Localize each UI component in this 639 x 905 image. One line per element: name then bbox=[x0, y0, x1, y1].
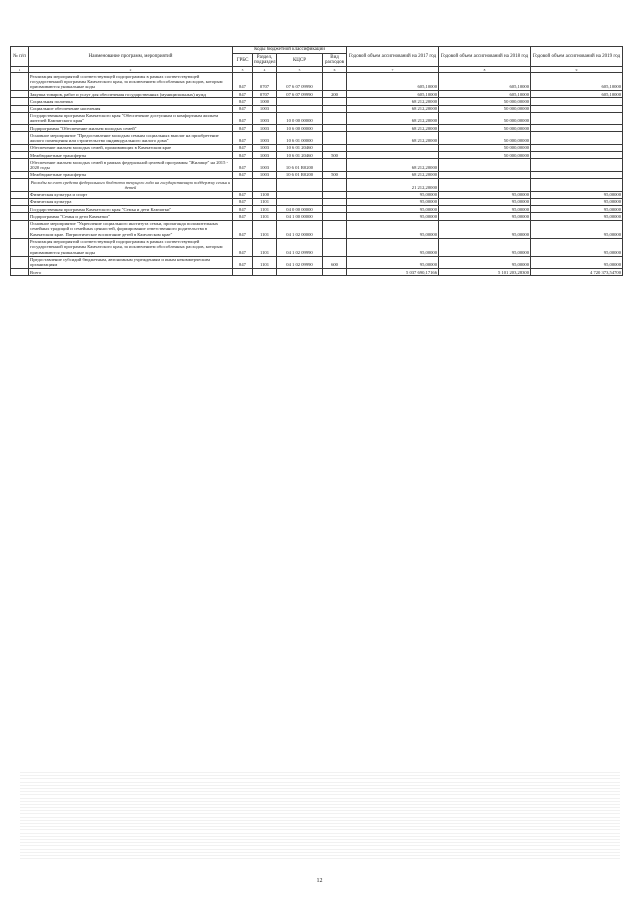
row-year-2019 bbox=[531, 159, 623, 172]
budget-table bbox=[10, 46, 623, 276]
table-row bbox=[11, 73, 623, 91]
row-kcsr: 10 6 01 20460 bbox=[277, 152, 323, 159]
header-razdel: Раздел, подраздел bbox=[254, 54, 276, 66]
row-grbs bbox=[233, 179, 253, 192]
row-grbs: 847 bbox=[233, 91, 253, 98]
row-year-2019: 95,00000 bbox=[531, 256, 623, 269]
row-grbs: 847 bbox=[233, 132, 253, 145]
total-num bbox=[11, 269, 29, 276]
row-razdel: 1003 bbox=[253, 145, 277, 152]
row-name: Основное мероприятие "Укрепление социального института семьи, пропаганда положительных семейных традиций и семейных ценностей, формирование ответственного родительства в Камчатском крае. Патриотическое воспитание детей в Камчатском крае" bbox=[29, 220, 233, 238]
row-name: Государственная программа Камчатского края "Семья и дети Камчатки" bbox=[29, 206, 233, 213]
row-year-2018 bbox=[439, 159, 531, 172]
total-row bbox=[11, 269, 623, 276]
row-grbs: 847 bbox=[233, 256, 253, 269]
row-year-2019: 605,10000 bbox=[531, 73, 623, 91]
row-name: Расходы за счет средств федерального бюджета текущего года на государственную поддержку семьи и детей bbox=[29, 179, 233, 192]
row-razdel: 0707 bbox=[253, 91, 277, 98]
row-year-2019: 605,10000 bbox=[531, 91, 623, 98]
column-index: 7 bbox=[347, 67, 439, 73]
column-index: 9 bbox=[531, 67, 623, 73]
row-name: Социальная политика bbox=[29, 98, 233, 105]
row-year-2017: 95,00000 bbox=[347, 220, 439, 238]
row-year-2018: 605,10000 bbox=[439, 91, 531, 98]
row-year-2017: 95,00000 bbox=[347, 238, 439, 256]
row-year-2018: 95,00000 bbox=[439, 238, 531, 256]
row-year-2019 bbox=[531, 179, 623, 192]
row-kcsr: 10 6 00 00000 bbox=[277, 125, 323, 132]
table-row bbox=[11, 98, 623, 105]
row-year-2018: 50 000,00000 bbox=[439, 145, 531, 152]
row-vid bbox=[323, 206, 347, 213]
row-year-2017: 68 212,20000 bbox=[347, 172, 439, 179]
row-year-2017: 68 212,20000 bbox=[347, 159, 439, 172]
column-index: 4 bbox=[253, 67, 277, 73]
header-codes-group: Коды бюджетной классификации bbox=[233, 47, 347, 54]
row-year-2018: 605,10000 bbox=[439, 73, 531, 91]
row-kcsr: 10 6 01 R0200 bbox=[277, 159, 323, 172]
row-year-2019 bbox=[531, 132, 623, 145]
row-vid bbox=[323, 238, 347, 256]
row-grbs: 847 bbox=[233, 199, 253, 206]
table-row bbox=[11, 213, 623, 220]
row-razdel: 1101 bbox=[253, 213, 277, 220]
row-vid bbox=[323, 112, 347, 125]
row-kcsr bbox=[277, 105, 323, 112]
table-row bbox=[11, 199, 623, 206]
row-vid bbox=[323, 179, 347, 192]
row-kcsr bbox=[277, 179, 323, 192]
row-vid bbox=[323, 159, 347, 172]
row-grbs: 847 bbox=[233, 206, 253, 213]
row-grbs: 847 bbox=[233, 105, 253, 112]
row-name: Физическая культура bbox=[29, 199, 233, 206]
row-num bbox=[11, 206, 29, 213]
row-kcsr: 04 1 02 09990 bbox=[277, 238, 323, 256]
row-year-2019 bbox=[531, 105, 623, 112]
row-razdel: 1101 bbox=[253, 199, 277, 206]
row-year-2018: 50 000,00000 bbox=[439, 105, 531, 112]
table-row bbox=[11, 132, 623, 145]
row-year-2019: 95,00000 bbox=[531, 220, 623, 238]
row-kcsr: 04 1 02 09990 bbox=[277, 256, 323, 269]
row-vid bbox=[323, 191, 347, 198]
row-year-2019 bbox=[531, 98, 623, 105]
row-name: Физическая культура и спорт bbox=[29, 191, 233, 198]
column-index: 1 bbox=[11, 67, 29, 73]
table-row bbox=[11, 191, 623, 198]
row-num bbox=[11, 220, 29, 238]
row-name: Социальное обеспечение населения bbox=[29, 105, 233, 112]
header-grbs: ГРБС bbox=[233, 54, 253, 67]
row-razdel: 1003 bbox=[253, 125, 277, 132]
row-vid: 500 bbox=[323, 172, 347, 179]
row-name: Предоставление субсидий бюджетным, автономным учреждениям и иным некоммерческим организациям bbox=[29, 256, 233, 269]
column-index: 8 bbox=[439, 67, 531, 73]
row-year-2018 bbox=[439, 172, 531, 179]
table-header-row bbox=[11, 47, 623, 54]
row-vid bbox=[323, 220, 347, 238]
header-year-2019: Годовой объем ассигнований на 2019 год bbox=[531, 47, 623, 67]
total-vid bbox=[323, 269, 347, 276]
row-num bbox=[11, 213, 29, 220]
row-grbs: 847 bbox=[233, 125, 253, 132]
table-row bbox=[11, 125, 623, 132]
row-year-2018: 95,00000 bbox=[439, 213, 531, 220]
row-razdel bbox=[253, 179, 277, 192]
column-index: 5 bbox=[277, 67, 323, 73]
table-row bbox=[11, 159, 623, 172]
row-year-2018: 50 000,00000 bbox=[439, 152, 531, 159]
row-year-2017: 68 212,20000 bbox=[347, 132, 439, 145]
row-year-2017: 95,00000 bbox=[347, 213, 439, 220]
table-row bbox=[11, 179, 623, 192]
row-year-2019 bbox=[531, 152, 623, 159]
row-num bbox=[11, 179, 29, 192]
row-year-2018 bbox=[439, 179, 531, 192]
row-razdel: 1101 bbox=[253, 256, 277, 269]
row-kcsr: 10 6 01 R0200 bbox=[277, 172, 323, 179]
row-grbs: 847 bbox=[233, 238, 253, 256]
row-razdel: 0707 bbox=[253, 73, 277, 91]
row-year-2019: 95,00000 bbox=[531, 213, 623, 220]
row-grbs: 847 bbox=[233, 73, 253, 91]
table-row bbox=[11, 112, 623, 125]
row-kcsr: 10 6 01 00000 bbox=[277, 132, 323, 145]
row-kcsr bbox=[277, 191, 323, 198]
row-grbs: 847 bbox=[233, 220, 253, 238]
row-year-2019 bbox=[531, 145, 623, 152]
row-year-2019 bbox=[531, 125, 623, 132]
row-grbs: 847 bbox=[233, 98, 253, 105]
row-razdel: 1003 bbox=[253, 132, 277, 145]
row-razdel: 1003 bbox=[253, 105, 277, 112]
row-name: Обеспечение жильем молодых семей в рамках федеральной целевой программы "Жилище" на 2015 - 2020 годы bbox=[29, 159, 233, 172]
row-name: Основное мероприятие "Предоставление молодым семьям социальных выплат на приобретение жилого помещения или строительство индивидуального жилого дома" bbox=[29, 132, 233, 145]
row-name: Межбюджетные трансферты bbox=[29, 172, 233, 179]
row-year-2018: 50 000,00000 bbox=[439, 132, 531, 145]
column-index: 3 bbox=[233, 67, 253, 73]
row-vid bbox=[323, 132, 347, 145]
total-grbs bbox=[233, 269, 253, 276]
page-number: 12 bbox=[316, 878, 323, 884]
row-kcsr bbox=[277, 199, 323, 206]
row-grbs: 847 bbox=[233, 159, 253, 172]
row-year-2017: 68 212,20000 bbox=[347, 98, 439, 105]
row-year-2017 bbox=[347, 145, 439, 152]
row-year-2019: 95,00000 bbox=[531, 199, 623, 206]
row-year-2017: 68 212,20000 bbox=[347, 105, 439, 112]
table-row bbox=[11, 152, 623, 159]
row-num bbox=[11, 125, 29, 132]
row-num bbox=[11, 199, 29, 206]
row-vid bbox=[323, 199, 347, 206]
header-num: № п/п bbox=[11, 47, 29, 67]
row-kcsr: 04 1 02 00000 bbox=[277, 220, 323, 238]
row-grbs: 847 bbox=[233, 172, 253, 179]
row-year-2019: 95,00000 bbox=[531, 238, 623, 256]
total-label: Всего bbox=[29, 269, 233, 276]
header-year-2017: Годовой объем ассигнований на 2017 год bbox=[347, 47, 439, 67]
row-grbs: 847 bbox=[233, 191, 253, 198]
row-grbs: 847 bbox=[233, 145, 253, 152]
row-year-2017: 605,10000 bbox=[347, 91, 439, 98]
row-vid bbox=[323, 105, 347, 112]
row-year-2017: 68 212,20000 bbox=[347, 125, 439, 132]
row-razdel: 1003 bbox=[253, 152, 277, 159]
row-num bbox=[11, 112, 29, 125]
row-kcsr: 10 0 00 00000 bbox=[277, 112, 323, 125]
table-row bbox=[11, 256, 623, 269]
table-row bbox=[11, 220, 623, 238]
row-num bbox=[11, 145, 29, 152]
row-num bbox=[11, 132, 29, 145]
row-name: Обеспечение жильем молодых семей, проживающих в Камчатском крае bbox=[29, 145, 233, 152]
row-razdel: 1003 bbox=[253, 159, 277, 172]
total-year-2018: 5 101 203,28300 bbox=[439, 269, 531, 276]
table-row bbox=[11, 206, 623, 213]
row-num bbox=[11, 73, 29, 91]
row-year-2018: 95,00000 bbox=[439, 256, 531, 269]
row-num bbox=[11, 105, 29, 112]
row-name: Реализация мероприятий соответствующей подпрограммы в рамках соответствующей государственной программы Камчатского края, за исключением обособленных расходов, которым присваиваются уникальные коды bbox=[29, 73, 233, 91]
row-grbs: 847 bbox=[233, 112, 253, 125]
row-year-2018: 95,00000 bbox=[439, 191, 531, 198]
row-kcsr: 07 6 07 09990 bbox=[277, 91, 323, 98]
row-vid bbox=[323, 98, 347, 105]
row-vid: 500 bbox=[323, 152, 347, 159]
row-num bbox=[11, 159, 29, 172]
total-kcsr bbox=[277, 269, 323, 276]
header-kcsr: КЦСР bbox=[277, 54, 323, 67]
row-razdel: 1101 bbox=[253, 220, 277, 238]
row-vid bbox=[323, 125, 347, 132]
row-razdel: 1100 bbox=[253, 191, 277, 198]
column-index: 2 bbox=[29, 67, 233, 73]
row-vid bbox=[323, 213, 347, 220]
row-year-2019 bbox=[531, 172, 623, 179]
row-kcsr: 10 6 01 20460 bbox=[277, 145, 323, 152]
row-year-2017: 95,00000 bbox=[347, 199, 439, 206]
row-name: Реализация мероприятий соответствующей подпрограммы в рамках соответствующей государственной программы Камчатского края, за исключением обособленных расходов, которым присваиваются уникальные коды bbox=[29, 238, 233, 256]
row-year-2017: 605,10000 bbox=[347, 73, 439, 91]
row-year-2017: 95,00000 bbox=[347, 206, 439, 213]
header-name: Наименование программ, мероприятий bbox=[29, 47, 233, 67]
table-row bbox=[11, 91, 623, 98]
row-year-2019: 95,00000 bbox=[531, 191, 623, 198]
row-grbs: 847 bbox=[233, 213, 253, 220]
row-num bbox=[11, 191, 29, 198]
row-num bbox=[11, 152, 29, 159]
row-year-2018: 95,00000 bbox=[439, 199, 531, 206]
table-row bbox=[11, 105, 623, 112]
row-year-2018: 50 000,00000 bbox=[439, 125, 531, 132]
row-year-2017: 21 212,20000 bbox=[347, 179, 439, 192]
header-vid: Вид расходов bbox=[323, 54, 347, 67]
row-vid: 200 bbox=[323, 91, 347, 98]
row-year-2017: 95,00000 bbox=[347, 191, 439, 198]
row-kcsr: 07 6 07 09990 bbox=[277, 73, 323, 91]
row-year-2018: 50 000,00000 bbox=[439, 112, 531, 125]
header-year-2018: Годовой объем ассигнований на 2018 год bbox=[439, 47, 531, 67]
row-year-2019: 95,00000 bbox=[531, 206, 623, 213]
table-row bbox=[11, 172, 623, 179]
row-year-2018: 50 000,00000 bbox=[439, 98, 531, 105]
row-vid bbox=[323, 145, 347, 152]
row-razdel: 1101 bbox=[253, 206, 277, 213]
total-year-2017: 5 037 690,17166 bbox=[347, 269, 439, 276]
column-index: 6 bbox=[323, 67, 347, 73]
row-vid: 600 bbox=[323, 256, 347, 269]
row-num bbox=[11, 238, 29, 256]
row-vid bbox=[323, 73, 347, 91]
row-year-2017: 68 212,20000 bbox=[347, 112, 439, 125]
row-num bbox=[11, 256, 29, 269]
row-num bbox=[11, 91, 29, 98]
row-kcsr: 04 1 00 00000 bbox=[277, 213, 323, 220]
row-num bbox=[11, 172, 29, 179]
total-year-2019: 4 720 373,54700 bbox=[531, 269, 623, 276]
table-body bbox=[11, 73, 623, 269]
row-year-2019 bbox=[531, 112, 623, 125]
row-year-2017: 95,00000 bbox=[347, 256, 439, 269]
row-year-2018: 95,00000 bbox=[439, 220, 531, 238]
row-razdel: 1003 bbox=[253, 112, 277, 125]
row-name: Закупка товаров, работ и услуг для обеспечения государственных (муниципальных) нужд bbox=[29, 91, 233, 98]
row-kcsr bbox=[277, 98, 323, 105]
row-razdel: 1101 bbox=[253, 238, 277, 256]
row-name: Государственная программа Камчатского края "Обеспечение доступным и комфортным жильем жителей Камчатского края" bbox=[29, 112, 233, 125]
table-row bbox=[11, 145, 623, 152]
scan-artifact-lines bbox=[20, 772, 620, 864]
table-row bbox=[11, 238, 623, 256]
row-name: Подпрограмма "Семья и дети Камчатки" bbox=[29, 213, 233, 220]
row-year-2017 bbox=[347, 152, 439, 159]
row-kcsr: 04 0 00 00000 bbox=[277, 206, 323, 213]
row-year-2018: 95,00000 bbox=[439, 206, 531, 213]
row-name: Межбюджетные трансферты bbox=[29, 152, 233, 159]
row-razdel: 1003 bbox=[253, 172, 277, 179]
row-num bbox=[11, 98, 29, 105]
row-name: Подпрограмма "Обеспечение жильем молодых семей" bbox=[29, 125, 233, 132]
total-razdel bbox=[253, 269, 277, 276]
row-razdel: 1000 bbox=[253, 98, 277, 105]
row-grbs: 847 bbox=[233, 152, 253, 159]
